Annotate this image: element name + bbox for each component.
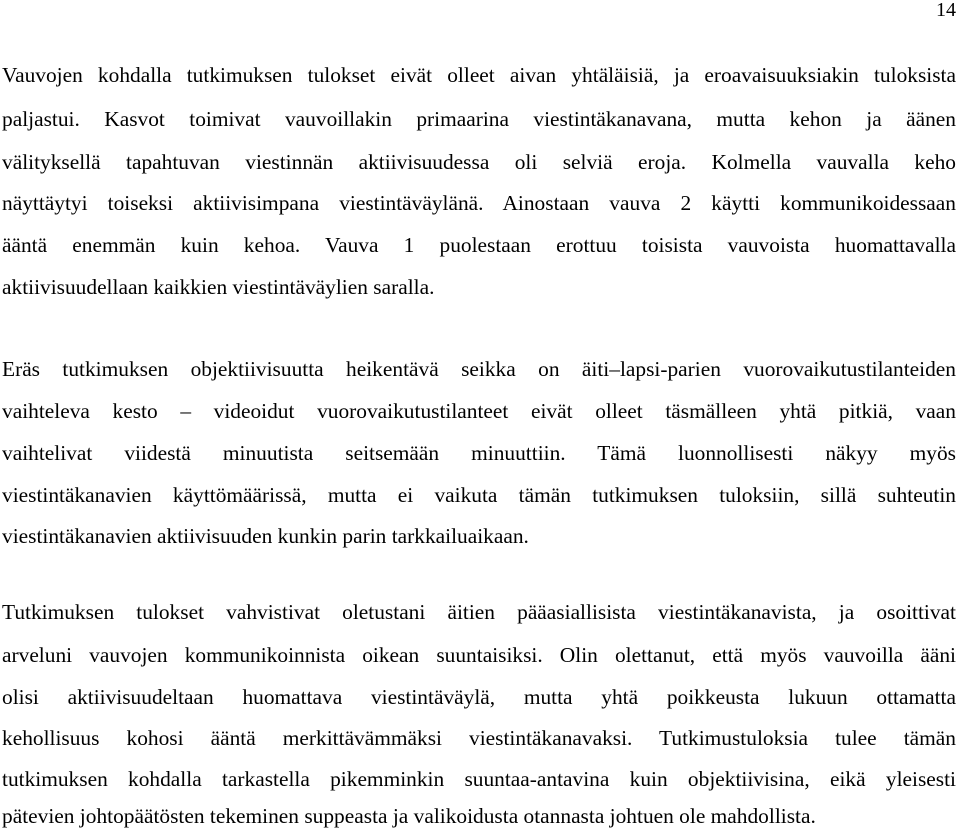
paragraph-line: aktiivisuudellaan kaikkien viestintäväylien saralla.	[2, 275, 435, 299]
paragraph-line: arveluni vauvojen kommunikoinnista oikean suuntaisiksi. Olin olettanut, että myös vauvoilla ääni	[2, 643, 956, 667]
paragraph-line: pätevien johtopäätösten tekeminen suppeasta ja valikoidusta otannasta johtuen ole mahdollista.	[2, 804, 816, 828]
paragraph-line: Vauvojen kohdalla tutkimuksen tulokset eivät olleet aivan yhtäläisiä, ja eroavaisuuksiakin tuloksista	[2, 63, 956, 87]
paragraph-line: olisi aktiivisuudeltaan huomattava viestintäväylä, mutta yhtä poikkeusta lukuun ottamatta	[2, 685, 956, 709]
paragraph-line: viestintäkanavien aktiivisuuden kunkin parin tarkkailuaikaan.	[2, 524, 529, 548]
paragraph-line: kehollisuus kohosi ääntä merkittävämmäksi viestintäkanavaksi. Tutkimustuloksia tulee tämän	[2, 726, 956, 750]
paragraph-line: ääntä enemmän kuin kehoa. Vauva 1 puolestaan erottuu toisista vauvoista huomattavalla	[2, 233, 956, 257]
page-number: 14	[936, 0, 956, 21]
paragraph-line: Eräs tutkimuksen objektiivisuutta heikentävä seikka on äiti–lapsi-parien vuorovaikutustilanteiden	[2, 357, 956, 381]
paragraph-line: vaihteleva kesto – videoidut vuorovaikutustilanteet eivät olleet täsmälleen yhtä pitkiä, vaan	[2, 399, 956, 423]
paragraph-line: Tutkimuksen tulokset vahvistivat oletustani äitien pääasiallisista viestintäkanavista, ja osoittivat	[2, 600, 956, 624]
paragraph-line: välityksellä tapahtuvan viestinnän aktiivisuudessa oli selviä eroja. Kolmella vauvalla keho	[2, 150, 956, 174]
paragraph-line: näyttäytyi toiseksi aktiivisimpana viestintäväylänä. Ainostaan vauva 2 käytti kommunikoidessaan	[2, 191, 956, 215]
paragraph-line: paljastui. Kasvot toimivat vauvoillakin primaarina viestintäkanavana, mutta kehon ja äänen	[2, 107, 956, 131]
paragraph-line: vaihtelivat viidestä minuutista seitsemään minuuttiin. Tämä luonnollisesti näkyy myös	[2, 441, 956, 465]
paragraph-line: tutkimuksen kohdalla tarkastella pikemminkin suuntaa-antavina kuin objektiivisina, eikä yleisesti	[2, 767, 956, 791]
paragraph-line: viestintäkanavien käyttömäärissä, mutta ei vaikuta tämän tutkimuksen tuloksiin, sillä suhteutin	[2, 483, 956, 507]
